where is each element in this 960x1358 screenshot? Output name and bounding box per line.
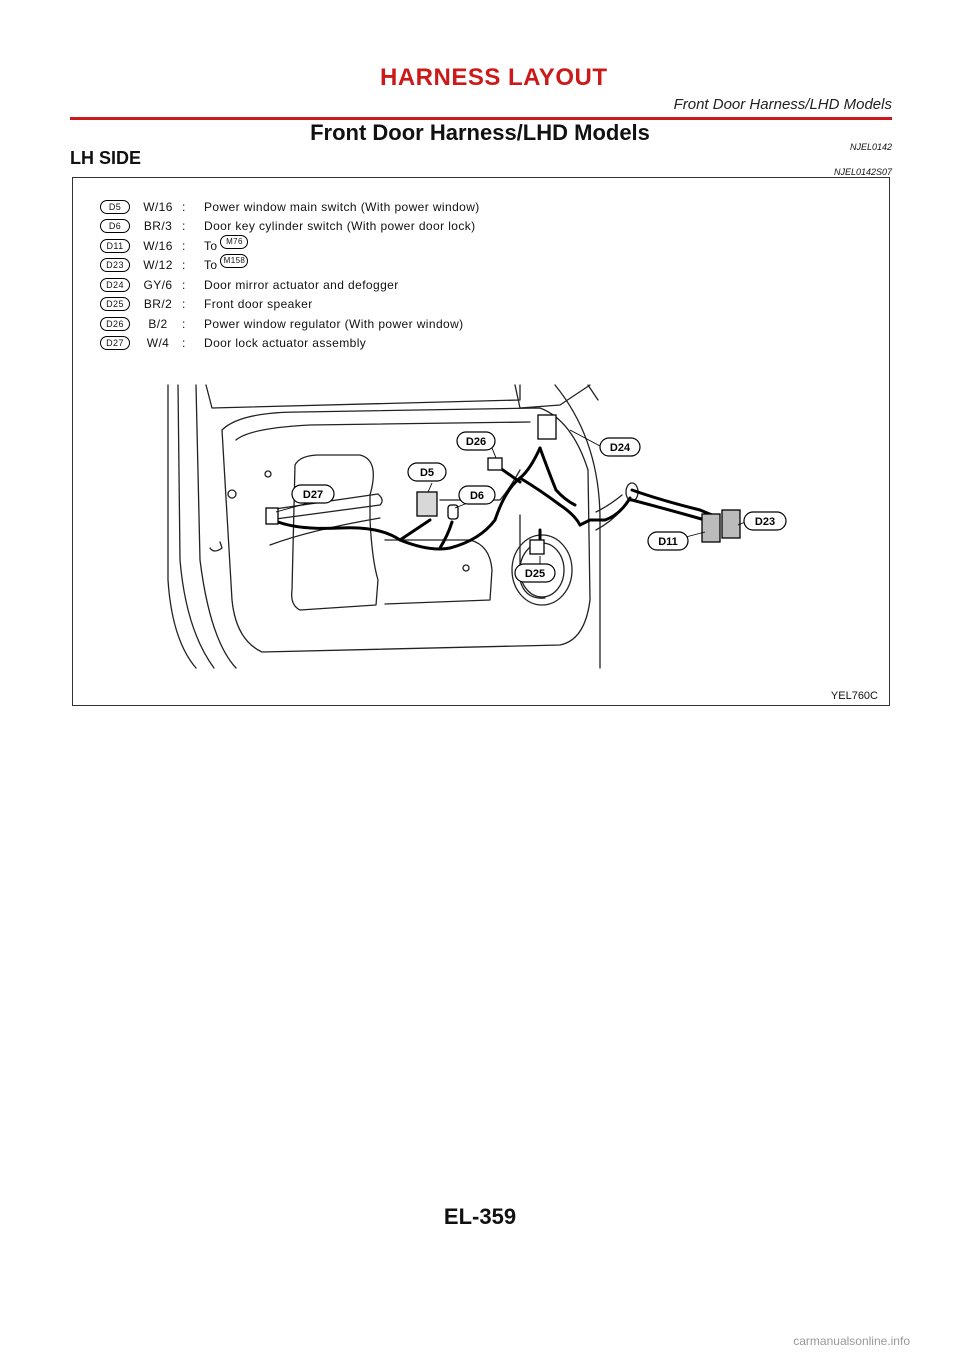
wire-spec: W/12 xyxy=(143,258,173,273)
connector-badge: D26 xyxy=(100,317,130,331)
connector-description: Power window main switch (With power window) xyxy=(204,199,480,214)
wire-spec: GY/6 xyxy=(143,277,173,292)
wire-spec: B/2 xyxy=(148,316,168,331)
diagram-label-d6 xyxy=(459,486,495,504)
wire-spec: W/4 xyxy=(146,336,170,351)
target-connector-badge: M158 xyxy=(220,254,248,268)
separator: : xyxy=(182,336,186,351)
separator: : xyxy=(182,316,186,331)
separator: : xyxy=(182,199,186,214)
diagram-label-text: D24 xyxy=(609,442,631,454)
legend-row xyxy=(100,275,480,295)
door-harness-diagram xyxy=(150,370,800,670)
legend-row xyxy=(100,217,480,237)
header-subtitle: Front Door Harness/LHD Models xyxy=(673,96,892,113)
connector-badge: D11 xyxy=(100,239,130,253)
diagram-label-d25 xyxy=(515,564,555,582)
connector-description: To xyxy=(204,238,218,253)
section-ref: NJEL0142 xyxy=(849,142,892,152)
diagram-label-d24 xyxy=(600,438,640,456)
connector-badge: D23 xyxy=(100,258,130,272)
diagram-label-text: D11 xyxy=(658,536,678,548)
connector-description: Front door speaker xyxy=(204,297,313,312)
legend-row xyxy=(100,334,480,354)
legend-row xyxy=(100,236,480,256)
diagram-label-text: D23 xyxy=(754,516,776,528)
diagram-label-d11 xyxy=(648,532,688,550)
subsection-ref: NJEL0142S07 xyxy=(833,167,892,177)
header-section-title: HARNESS LAYOUT xyxy=(380,64,608,91)
legend-row xyxy=(100,256,480,276)
diagram-label-d26 xyxy=(457,432,495,450)
diagram-label-text: D27 xyxy=(302,489,324,501)
connector-description: Door lock actuator assembly xyxy=(204,336,367,351)
connector-badge: D27 xyxy=(100,336,130,350)
subsection-title: LH SIDE xyxy=(70,148,142,168)
diagram-label-text: D6 xyxy=(469,490,485,502)
legend-row xyxy=(100,197,480,217)
target-connector-badge: M76 xyxy=(220,235,248,249)
connector-legend xyxy=(100,197,480,353)
page-number: EL-359 xyxy=(443,1204,517,1229)
separator: : xyxy=(182,297,186,312)
wire-spec: BR/3 xyxy=(143,219,173,234)
section-title: Front Door Harness/LHD Models xyxy=(310,120,650,145)
diagram-label-d23 xyxy=(744,512,786,530)
diagram-label-d27 xyxy=(292,485,334,503)
connector-badge: D24 xyxy=(100,278,130,292)
separator: : xyxy=(182,219,186,234)
connector-description: Power window regulator (With power window) xyxy=(204,316,464,331)
connector-description: Door mirror actuator and defogger xyxy=(204,277,399,292)
legend-row xyxy=(100,314,480,334)
separator: : xyxy=(182,238,186,253)
connector-badge: D25 xyxy=(100,297,130,311)
connector-badge: D6 xyxy=(100,219,130,233)
connector-badge: D5 xyxy=(100,200,130,214)
connector-description: Door key cylinder switch (With power door lock) xyxy=(204,219,476,234)
figure-id: YEL760C xyxy=(830,690,878,702)
legend-row xyxy=(100,295,480,315)
wire-spec: W/16 xyxy=(143,199,173,214)
diagram-label-text: D25 xyxy=(524,568,546,580)
connector-description: To xyxy=(204,258,218,273)
separator: : xyxy=(182,258,186,273)
wire-spec: W/16 xyxy=(143,238,173,253)
diagram-label-text: D26 xyxy=(465,436,487,448)
wire-spec: BR/2 xyxy=(143,297,173,312)
watermark: carmanualsonline.info xyxy=(793,1334,910,1348)
diagram-label-d5 xyxy=(408,463,446,481)
separator: : xyxy=(182,277,186,292)
diagram-label-text: D5 xyxy=(419,467,435,479)
